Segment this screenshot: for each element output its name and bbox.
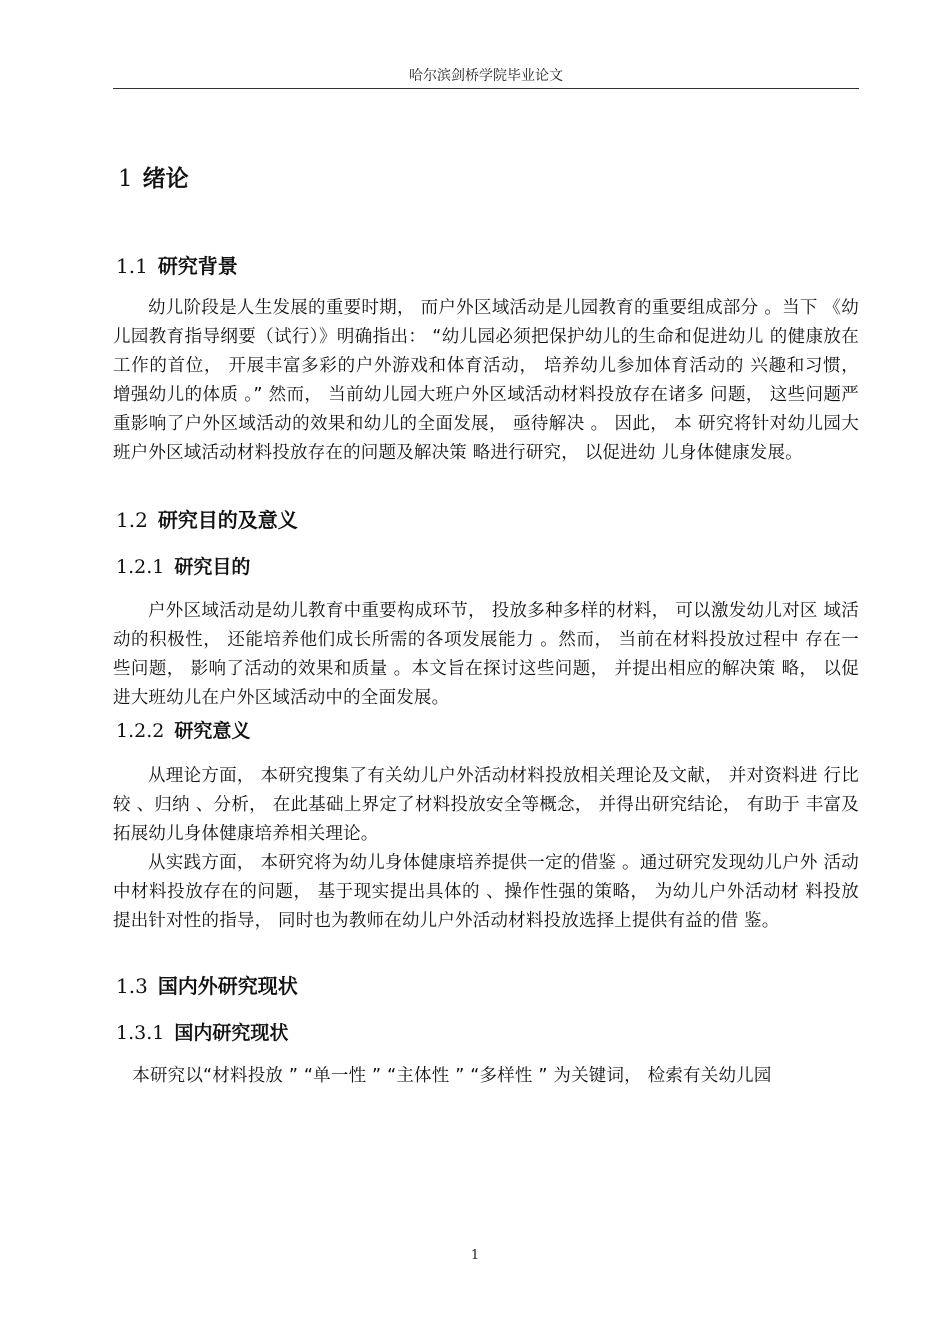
paragraph-purpose: 户外区域活动是幼儿教育中重要构成环节， 投放多种多样的材料， 可以激发幼儿对区 域活动的积极性， 还能培养他们成长所需的各项发展能力 。然而， 当前在材料投放过程中 存在一些问题， 影响了活动的效果和质量 。本文旨在探讨这些问题， 并提出相应的解决策 略， 以促进大班幼儿在户外区域活动中的全面发展。 <box>113 601 859 708</box>
chapter-title: 绪论 <box>142 166 189 192</box>
paragraph-background: 幼儿阶段是人生发展的重要时期， 而户外区域活动是儿园教育的重要组成部分 。当下 《幼儿园教育指导纲要（试行）》明确指出： “幼儿园必须把保护幼儿的生命和促进幼儿 的健康放在工作的首位， 开展丰富多彩的户外游戏和体育活动， 培养幼儿参加体育活动的 兴趣和习惯， 增强幼儿的体质 。” 然而， 当前幼儿园大班户外区域活动材料投放存在诸多 问题， 这些问题严重影响了户外区域活动的效果和幼儿的全面发展， 亟待解决 。 因此， 本 研究将针对幼儿园大班户外区域活动材料投放存在的问题及解决策 略进行研究， 以促进幼 儿身体健康发展。 <box>113 298 859 463</box>
chapter-number: 1 <box>118 166 133 192</box>
section-title: 国内研究现状 <box>174 1022 289 1044</box>
section-title: 研究目的及意义 <box>157 508 298 532</box>
page-header: 哈尔滨剑桥学院毕业论文 <box>409 68 563 84</box>
section-number: 1.1 <box>116 254 148 278</box>
section-number: 1.2 <box>116 508 148 532</box>
section-number: 1.3.1 <box>116 1022 165 1044</box>
chapter-heading <box>118 160 189 193</box>
section-heading-1-1 <box>116 250 238 279</box>
paragraph-significance-practice: 从实践方面， 本研究将为幼儿身体健康培养提供一定的借鉴 。通过研究发现幼儿户外 活动中材料投放存在的问题， 基于现实提出具体的 、操作性强的策略， 为幼儿户外活动材 料投放提出针对性的指导， 同时也为教师在幼儿户外活动材料投放选择上提供有益的借 鉴。 <box>113 853 859 931</box>
section-title: 研究意义 <box>174 720 251 742</box>
section-title: 研究背景 <box>157 254 238 278</box>
section-heading-1-3-1 <box>116 1018 288 1045</box>
section-number: 1.2.2 <box>116 720 165 742</box>
page-number: 1 <box>470 1248 480 1263</box>
section-heading-1-2-1 <box>116 552 250 579</box>
paragraph-domestic: 本研究以“材料投放 ” “单一性 ” “主体性 ” “多样性 ” 为关键词， 检索有关幼儿园 <box>132 1066 772 1086</box>
section-heading-1-2 <box>116 504 298 533</box>
section-number: 1.2.1 <box>116 556 165 578</box>
section-number: 1.3 <box>116 974 148 998</box>
section-heading-1-3 <box>116 970 298 999</box>
section-heading-1-2-2 <box>116 716 250 743</box>
section-title: 研究目的 <box>174 556 251 578</box>
paragraph-significance-theory: 从理论方面， 本研究搜集了有关幼儿户外活动材料投放相关理论及文献， 并对资料进 行比较 、归纳 、分析， 在此基础上界定了材料投放安全等概念， 并得出研究结论， 有助于 丰富及拓展幼儿身体健康培养相关理论。 <box>113 766 859 844</box>
header-rule <box>113 88 859 89</box>
section-title: 国内外研究现状 <box>157 974 298 998</box>
